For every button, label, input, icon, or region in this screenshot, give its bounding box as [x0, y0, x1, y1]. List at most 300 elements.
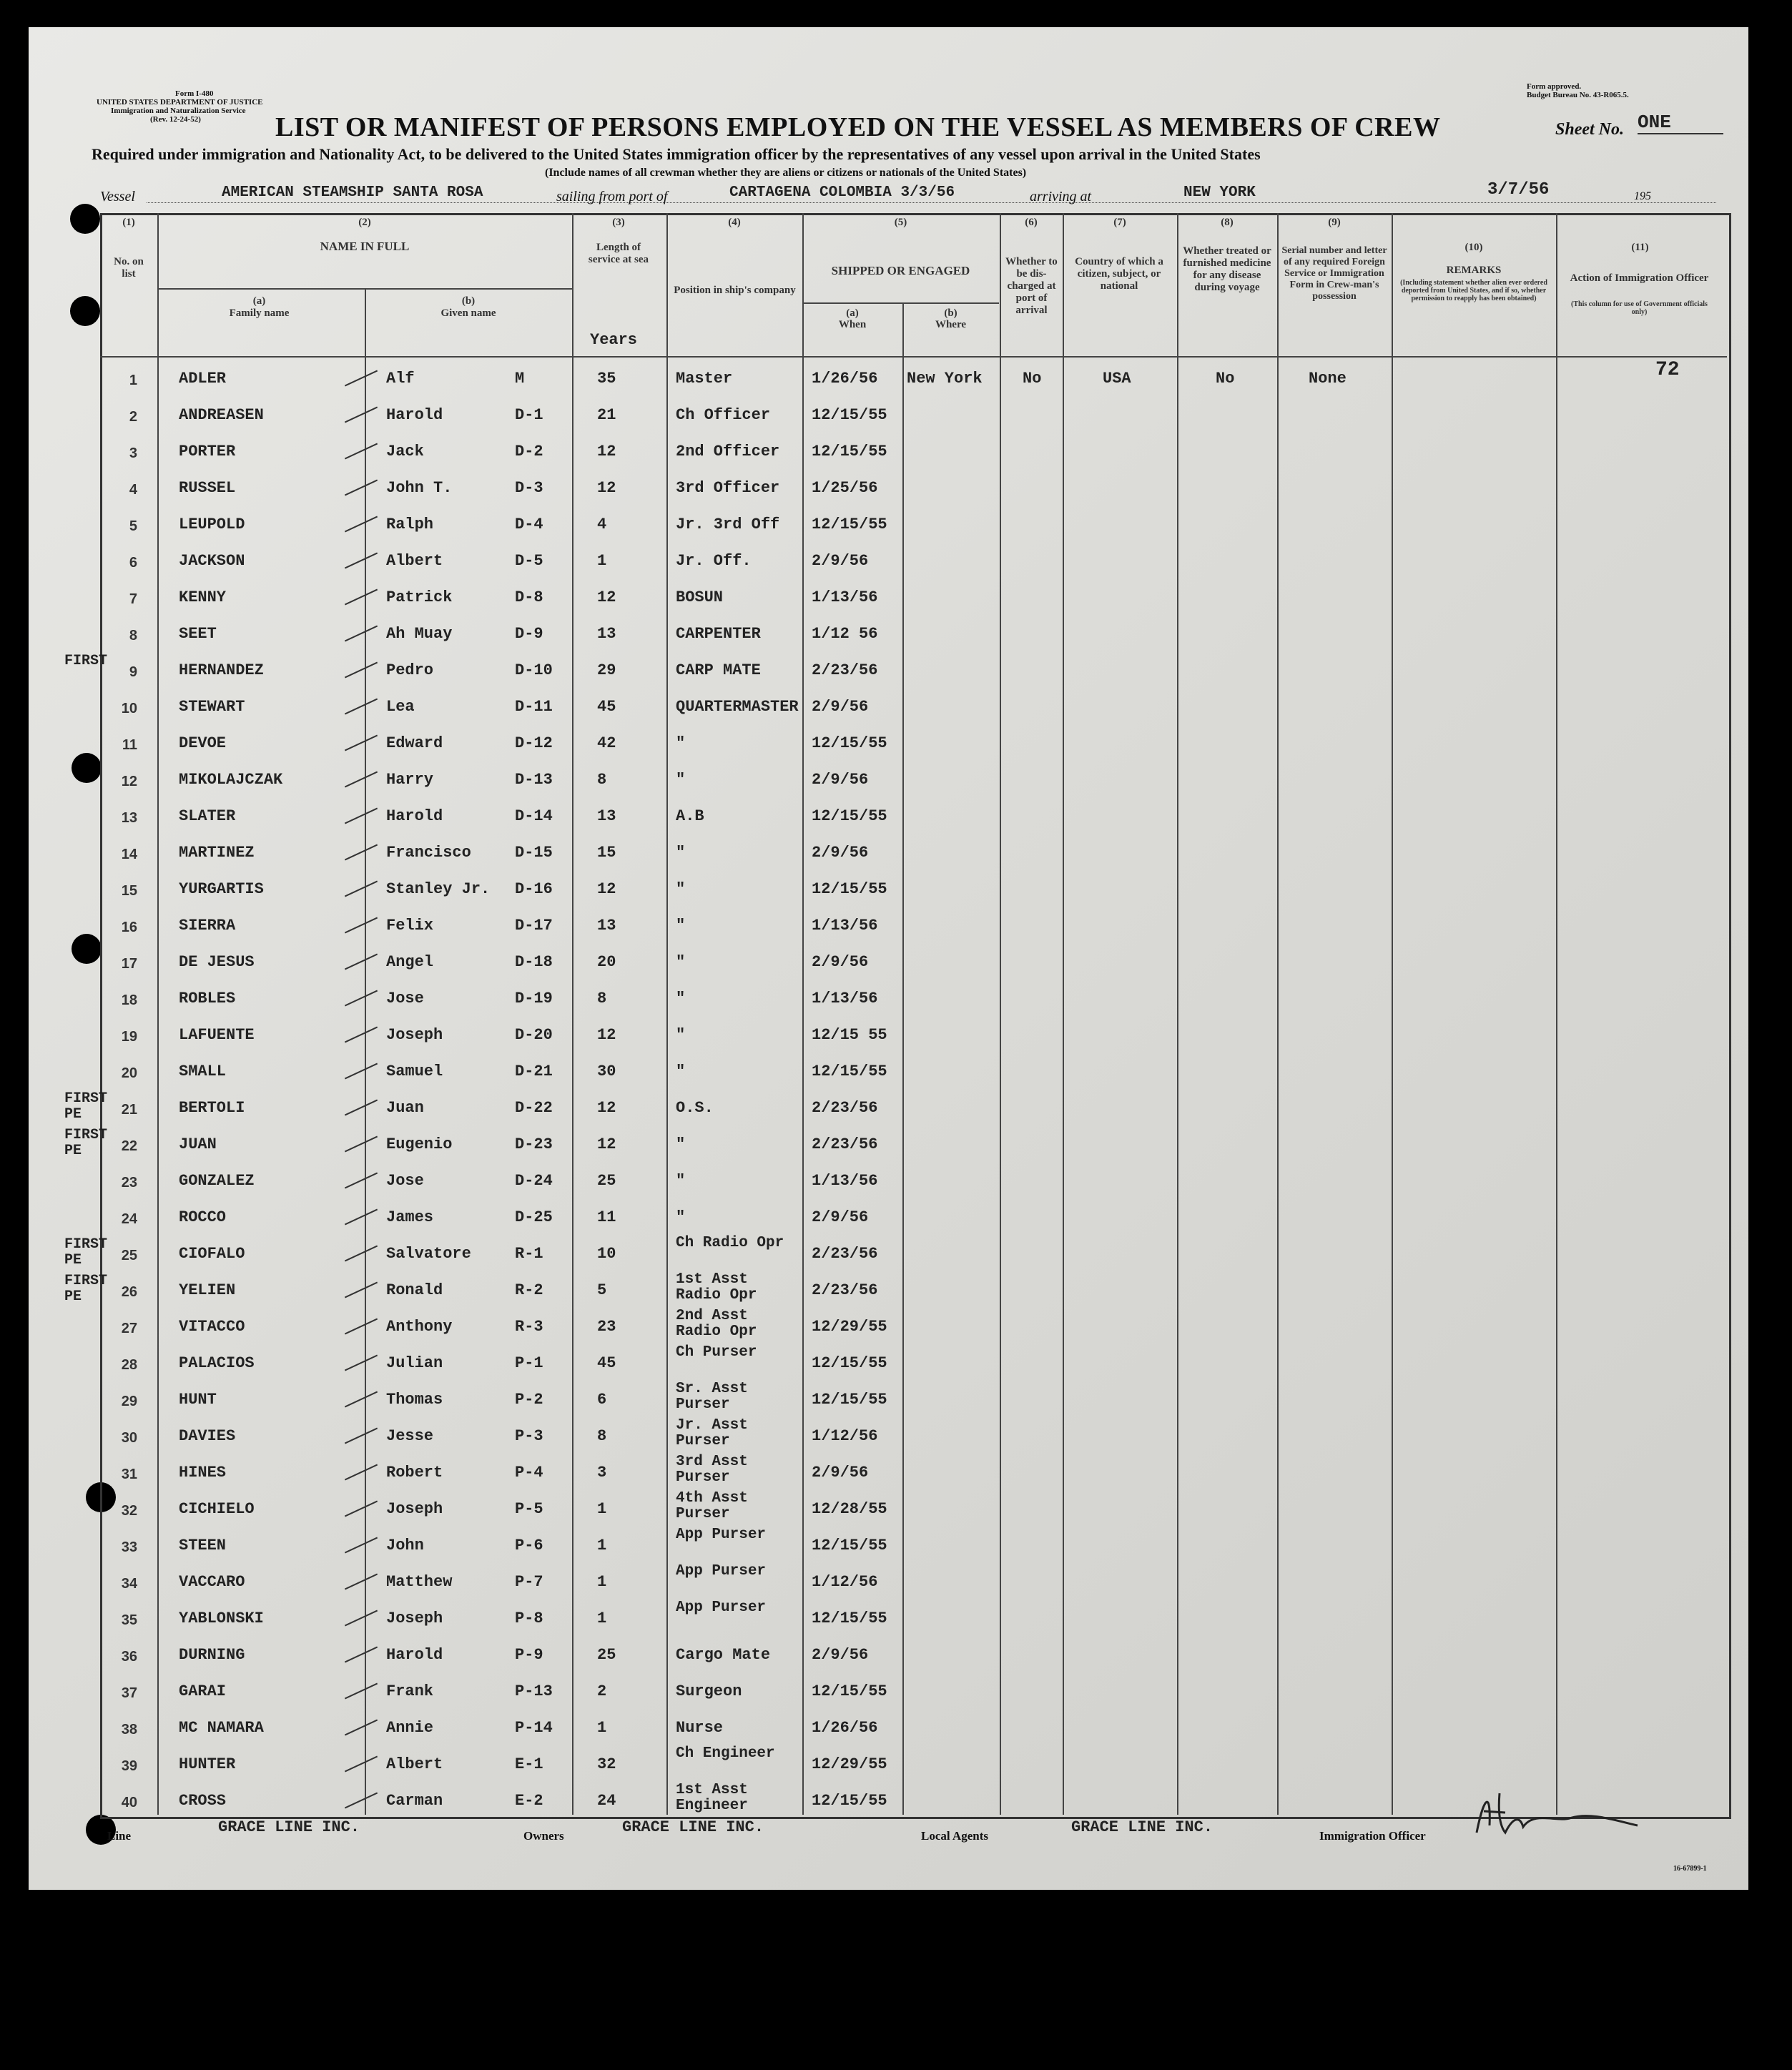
crew-code: P-13	[515, 1682, 553, 1700]
given-name: James	[386, 1208, 434, 1226]
shipped-when: 2/23/56	[812, 661, 878, 679]
service-years: 1	[597, 1573, 607, 1591]
row-number: 23	[121, 1175, 137, 1191]
position: "	[676, 1172, 686, 1190]
family-name: MARTINEZ	[179, 844, 255, 862]
given-name: Frank	[386, 1682, 434, 1700]
check-tick-icon	[345, 844, 378, 861]
crew-code: D-11	[515, 698, 553, 716]
family-name: MIKOLAJCZAK	[179, 771, 283, 789]
shipped-when: 12/15/55	[812, 1063, 887, 1080]
position: Jr. Asst Purser	[676, 1417, 748, 1449]
shipped-when: 2/9/56	[812, 552, 869, 570]
margin-mark: FIRST PE	[64, 1273, 108, 1305]
position: "	[676, 953, 686, 971]
print-code: 16-67899-1	[1673, 1865, 1707, 1873]
family-name: RUSSEL	[179, 479, 236, 497]
row-number: 24	[121, 1211, 137, 1227]
family-name: GARAI	[179, 1682, 227, 1700]
family-name: JACKSON	[179, 552, 245, 570]
crew-code: D-16	[515, 880, 553, 898]
sailing-label: sailing from port of	[556, 189, 668, 204]
row-number: 39	[121, 1758, 137, 1774]
punch-hole	[86, 2040, 116, 2070]
family-name: SMALL	[179, 1063, 227, 1080]
crew-code: R-2	[515, 1281, 543, 1299]
table-row	[29, 1050, 1748, 1087]
vessel-underline	[147, 202, 1716, 203]
crew-code: D-21	[515, 1063, 553, 1080]
family-name: YURGARTIS	[179, 880, 264, 898]
row-number: 12	[121, 774, 137, 789]
table-row	[29, 905, 1748, 941]
row-number: 20	[121, 1065, 137, 1081]
row-number: 2	[129, 409, 137, 425]
check-tick-icon	[345, 480, 378, 496]
given-name: Jack	[386, 443, 424, 460]
family-name: SIERRA	[179, 917, 236, 935]
discharged: No	[1023, 370, 1042, 388]
col2a-header: Family name	[229, 307, 290, 319]
family-name: VACCARO	[179, 1573, 245, 1591]
crew-code: D-2	[515, 443, 543, 460]
given-name: Anthony	[386, 1318, 453, 1336]
col5a-header: When	[838, 319, 867, 330]
service-years: 13	[597, 807, 616, 825]
family-name: KENNY	[179, 588, 227, 606]
table-row	[29, 503, 1748, 540]
shipped-when: 2/9/56	[812, 1464, 869, 1482]
check-tick-icon	[345, 1537, 378, 1554]
position: 2nd Asst Radio Opr	[676, 1308, 757, 1340]
shipped-when: 1/12 56	[812, 625, 878, 643]
position: 1st Asst Radio Opr	[676, 1271, 757, 1303]
service-years: 1	[597, 1719, 607, 1737]
service-years: 8	[597, 1427, 607, 1445]
crew-code: D-15	[515, 844, 553, 862]
crew-code: P-1	[515, 1354, 543, 1372]
col11-subheader: (This column for use of Government officials only)	[1571, 300, 1708, 316]
service-years: 25	[597, 1172, 616, 1190]
budget-bureau: Budget Bureau No. 43-R065.5.	[1527, 91, 1629, 99]
given-name: Samuel	[386, 1063, 443, 1080]
table-row	[29, 832, 1748, 868]
service-years: 12	[597, 443, 616, 460]
service-years: 42	[597, 734, 616, 752]
service-years: 8	[597, 990, 607, 1007]
position: 3rd Asst Purser	[676, 1454, 748, 1486]
family-name: HINES	[179, 1464, 227, 1482]
arriving-at: NEW YORK	[1183, 184, 1256, 201]
margin-mark: FIRST	[64, 653, 108, 669]
table-row	[29, 430, 1748, 467]
row-number: 19	[121, 1029, 137, 1045]
crew-code: P-6	[515, 1537, 543, 1554]
shipped-when: 12/15/55	[812, 734, 887, 752]
position: "	[676, 1208, 686, 1226]
service-years: 45	[597, 1354, 616, 1372]
shipped-when: 12/15/55	[812, 1610, 887, 1627]
owners-name: GRACE LINE INC.	[622, 1818, 764, 1836]
position: QUARTERMASTER	[676, 698, 799, 716]
table-row	[29, 1379, 1748, 1415]
family-name: CIOFALO	[179, 1245, 245, 1263]
crew-code: D-25	[515, 1208, 553, 1226]
check-tick-icon	[345, 1319, 378, 1335]
position: "	[676, 1026, 686, 1044]
table-row	[29, 358, 1748, 394]
row-number: 10	[121, 701, 137, 716]
crew-code: D-13	[515, 771, 553, 789]
col5b-number: (b)	[944, 307, 957, 319]
service-years: 1	[597, 552, 607, 570]
shipped-when: 1/13/56	[812, 1172, 878, 1190]
given-name: Thomas	[386, 1391, 443, 1409]
table-row	[29, 1196, 1748, 1233]
table-row	[29, 1488, 1748, 1524]
shipped-when: 2/9/56	[812, 844, 869, 862]
row-number: 30	[121, 1430, 137, 1446]
check-tick-icon	[345, 808, 378, 824]
family-name: DAVIES	[179, 1427, 236, 1445]
family-name: HUNTER	[179, 1755, 236, 1773]
service-years: 3	[597, 1464, 607, 1482]
position: Ch Engineer	[676, 1745, 775, 1762]
col11-number: (11)	[1631, 242, 1649, 253]
service-years: 2	[597, 1682, 607, 1700]
crew-code: P-4	[515, 1464, 543, 1482]
margin-mark: FIRST PE	[64, 1236, 108, 1268]
table-row	[29, 1306, 1748, 1342]
given-name: John T.	[386, 479, 453, 497]
family-name: BERTOLI	[179, 1099, 245, 1117]
row-number: 34	[121, 1576, 137, 1592]
family-name: HUNT	[179, 1391, 217, 1409]
shipped-when: 12/15/55	[812, 880, 887, 898]
given-name: Felix	[386, 917, 434, 935]
shipped-when: 12/28/55	[812, 1500, 887, 1518]
position: Master	[676, 370, 733, 388]
family-name: ROBLES	[179, 990, 236, 1007]
given-name: Salvatore	[386, 1245, 471, 1263]
family-name: PORTER	[179, 443, 236, 460]
officer-action: 72	[1655, 359, 1680, 381]
revision: (Rev. 12-24-52)	[150, 115, 201, 124]
table-row	[29, 1342, 1748, 1379]
crew-code: D-5	[515, 552, 543, 570]
check-tick-icon	[345, 1428, 378, 1444]
row-number: 21	[121, 1102, 137, 1118]
crew-code: P-2	[515, 1391, 543, 1409]
service-years: 5	[597, 1281, 607, 1299]
service-years: 45	[597, 698, 616, 716]
table-row	[29, 868, 1748, 905]
check-tick-icon	[345, 1720, 378, 1736]
shipped-when: 2/23/56	[812, 1281, 878, 1299]
check-tick-icon	[345, 626, 378, 642]
table-row	[29, 1597, 1748, 1634]
given-name: Eugenio	[386, 1135, 453, 1153]
check-tick-icon	[345, 1756, 378, 1773]
col4-number: (4)	[728, 217, 741, 228]
given-name: Joseph	[386, 1500, 443, 1518]
shipped-when: 2/23/56	[812, 1135, 878, 1153]
check-tick-icon	[345, 553, 378, 569]
margin-mark: FIRST PE	[64, 1090, 108, 1123]
table-row	[29, 1233, 1748, 1269]
family-name: MC NAMARA	[179, 1719, 264, 1737]
col10-subheader: (Including statement whether alien ever ordered deported from United States, and if so, whether permission to reapply has been obtained)	[1400, 279, 1547, 302]
col2-number: (2)	[358, 217, 371, 228]
crew-code: D-20	[515, 1026, 553, 1044]
given-name: Jesse	[386, 1427, 434, 1445]
position: "	[676, 880, 686, 898]
family-name: LAFUENTE	[179, 1026, 255, 1044]
position: App Purser	[676, 1600, 767, 1616]
row-number: 1	[129, 373, 137, 388]
family-name: CICHIELO	[179, 1500, 255, 1518]
col5-header: SHIPPED OR ENGAGED	[831, 264, 970, 277]
treated: No	[1216, 370, 1235, 388]
crew-code: D-22	[515, 1099, 553, 1117]
check-tick-icon	[345, 881, 378, 897]
row-number: 14	[121, 847, 137, 862]
col11-header: Action of Immigration Officer	[1570, 272, 1709, 284]
table-row	[29, 467, 1748, 503]
row-number: 6	[129, 555, 137, 571]
given-name: Harold	[386, 807, 443, 825]
shipped-when: 12/15/55	[812, 1354, 887, 1372]
family-name: ROCCO	[179, 1208, 227, 1226]
shipped-when: 2/9/56	[812, 1208, 869, 1226]
position: Cargo Mate	[676, 1646, 771, 1664]
table-row	[29, 795, 1748, 832]
service-years: 29	[597, 661, 616, 679]
crew-code: P-7	[515, 1573, 543, 1591]
given-name: Stanley Jr.	[386, 880, 491, 898]
given-name: Ronald	[386, 1281, 443, 1299]
crew-code: P-3	[515, 1427, 543, 1445]
country: USA	[1103, 370, 1131, 388]
col4-header: Position in ship's company	[674, 285, 796, 296]
service-years: 15	[597, 844, 616, 862]
punch-hole	[70, 296, 100, 326]
position: "	[676, 734, 686, 752]
shipped-when: 12/15/55	[812, 1682, 887, 1700]
given-name: Harold	[386, 1646, 443, 1664]
shipped-when: 2/9/56	[812, 698, 869, 716]
manifest-sheet	[29, 27, 1748, 1890]
service-years: 4	[597, 516, 607, 533]
table-row	[29, 1014, 1748, 1050]
crew-code: P-14	[515, 1719, 553, 1737]
col9-header: Serial number and letter of any required Foreign Service or Immigration Form in Crew-man's possession	[1281, 245, 1387, 302]
given-name: Jose	[386, 990, 424, 1007]
family-name: ANDREASEN	[179, 406, 264, 424]
given-name: Juan	[386, 1099, 424, 1117]
punch-hole	[70, 204, 100, 234]
family-name: HERNANDEZ	[179, 661, 264, 679]
check-tick-icon	[345, 1063, 378, 1080]
check-tick-icon	[345, 370, 378, 387]
given-name: Francisco	[386, 844, 471, 862]
family-name: JUAN	[179, 1135, 217, 1153]
service-years: 11	[597, 1208, 616, 1226]
check-tick-icon	[345, 1391, 378, 1408]
table-row	[29, 540, 1748, 576]
service-years: 12	[597, 479, 616, 497]
vessel-label: Vessel	[100, 189, 135, 204]
shipped-when: 12/29/55	[812, 1755, 887, 1773]
shipped-when: 1/13/56	[812, 917, 878, 935]
owners-label: Owners	[523, 1829, 564, 1843]
position: "	[676, 771, 686, 789]
position: CARPENTER	[676, 625, 761, 643]
row-number: 22	[121, 1138, 137, 1154]
row-number: 17	[121, 956, 137, 972]
row-number: 32	[121, 1503, 137, 1519]
shipped-when: 12/15/55	[812, 1792, 887, 1810]
given-name: Matthew	[386, 1573, 453, 1591]
position: 2nd Officer	[676, 443, 780, 460]
service-years: 30	[597, 1063, 616, 1080]
service-years: 10	[597, 1245, 616, 1263]
sheet-number: ONE	[1638, 112, 1723, 134]
family-name: CROSS	[179, 1792, 227, 1810]
check-tick-icon	[345, 1501, 378, 1517]
year-label: 195	[1634, 190, 1651, 202]
table-row	[29, 1561, 1748, 1597]
line-name: GRACE LINE INC.	[218, 1818, 360, 1836]
col7-number: (7)	[1113, 217, 1126, 228]
service-years: 12	[597, 1026, 616, 1044]
shipped-when: 12/15/55	[812, 406, 887, 424]
check-tick-icon	[345, 1464, 378, 1481]
crew-code: R-3	[515, 1318, 543, 1336]
check-tick-icon	[345, 917, 378, 934]
check-tick-icon	[345, 699, 378, 715]
service-years: 1	[597, 1500, 607, 1518]
crew-code: E-1	[515, 1755, 543, 1773]
check-tick-icon	[345, 1136, 378, 1153]
table-row	[29, 1634, 1748, 1670]
sailing-from: CARTAGENA COLOMBIA 3/3/56	[729, 184, 955, 201]
row-number: 33	[121, 1539, 137, 1555]
service-years: 25	[597, 1646, 616, 1664]
agents-label: Local Agents	[921, 1829, 988, 1843]
check-tick-icon	[345, 662, 378, 679]
position: "	[676, 844, 686, 862]
family-name: DURNING	[179, 1646, 245, 1664]
table-row	[29, 941, 1748, 977]
family-name: LEUPOLD	[179, 516, 245, 533]
col9-number: (9)	[1328, 217, 1341, 228]
crew-code: D-10	[515, 661, 553, 679]
margin-mark: FIRST PE	[64, 1127, 108, 1159]
check-tick-icon	[345, 1610, 378, 1627]
row-number: 9	[129, 664, 137, 680]
position: O.S.	[676, 1099, 714, 1117]
given-name: Alf	[386, 370, 415, 388]
shipped-when: 12/15/55	[812, 1391, 887, 1409]
crew-code: D-3	[515, 479, 543, 497]
col1-number: (1)	[122, 217, 135, 228]
family-name: SEET	[179, 625, 217, 643]
check-tick-icon	[345, 1246, 378, 1262]
shipped-when: 1/13/56	[812, 990, 878, 1007]
table-row	[29, 1670, 1748, 1707]
given-name: Joseph	[386, 1610, 443, 1627]
shipped-when: 12/15/55	[812, 807, 887, 825]
check-tick-icon	[345, 1355, 378, 1371]
crew-code: D-14	[515, 807, 553, 825]
given-name: Albert	[386, 1755, 443, 1773]
col5-number: (5)	[894, 217, 907, 228]
given-name: Joseph	[386, 1026, 443, 1044]
check-tick-icon	[345, 407, 378, 423]
family-name: SLATER	[179, 807, 236, 825]
crew-code: D-4	[515, 516, 543, 533]
shipped-when: 2/9/56	[812, 953, 869, 971]
row-number: 28	[121, 1357, 137, 1373]
shipped-when: 12/15/55	[812, 443, 887, 460]
check-tick-icon	[345, 772, 378, 788]
col2b-number: (b)	[461, 295, 476, 307]
check-tick-icon	[345, 1574, 378, 1590]
check-tick-icon	[345, 516, 378, 533]
crew-code: P-5	[515, 1500, 543, 1518]
family-name: DE JESUS	[179, 953, 255, 971]
shipped-when: 12/15/55	[812, 1537, 887, 1554]
row-number: 13	[121, 810, 137, 826]
crew-code: P-8	[515, 1610, 543, 1627]
service-name: Immigration and Naturalization Service	[111, 107, 246, 115]
position: 3rd Officer	[676, 479, 780, 497]
row-number: 18	[121, 992, 137, 1008]
position: App Purser	[676, 1527, 767, 1543]
shipped-when: 1/12/56	[812, 1427, 878, 1445]
row-number: 27	[121, 1321, 137, 1336]
family-name: PALACIOS	[179, 1354, 255, 1372]
given-name: Harold	[386, 406, 443, 424]
subtitle: Required under immigration and Nationality Act, to be delivered to the United States immigration officer by the representatives of any vessel upon arrival in the United States	[92, 145, 1261, 163]
position: CARP MATE	[676, 661, 761, 679]
col3-number: (3)	[612, 217, 625, 228]
position: Ch Radio Opr	[676, 1235, 784, 1251]
service-years: 1	[597, 1537, 607, 1554]
row-number: 16	[121, 920, 137, 935]
given-name: Julian	[386, 1354, 443, 1372]
shipped-when: 1/26/56	[812, 1719, 878, 1737]
check-tick-icon	[345, 1100, 378, 1116]
shipped-when: 2/23/56	[812, 1245, 878, 1263]
service-years: 35	[597, 370, 616, 388]
table-row	[29, 1743, 1748, 1780]
given-name: Ah Muay	[386, 625, 453, 643]
position: App Purser	[676, 1563, 767, 1579]
shipped-subheader-divider	[802, 302, 999, 304]
crew-code: D-12	[515, 734, 553, 752]
crew-code: P-9	[515, 1646, 543, 1664]
row-number: 3	[129, 445, 137, 461]
check-tick-icon	[345, 1173, 378, 1189]
shipped-when: 1/26/56	[812, 370, 878, 388]
given-name: Edward	[386, 734, 443, 752]
include-note: (Include names of all crewman whether they are aliens or citizens or nationals of the United States)	[545, 167, 1027, 179]
family-name: ADLER	[179, 370, 227, 388]
shipped-when: 2/23/56	[812, 1099, 878, 1117]
position: A.B	[676, 807, 704, 825]
